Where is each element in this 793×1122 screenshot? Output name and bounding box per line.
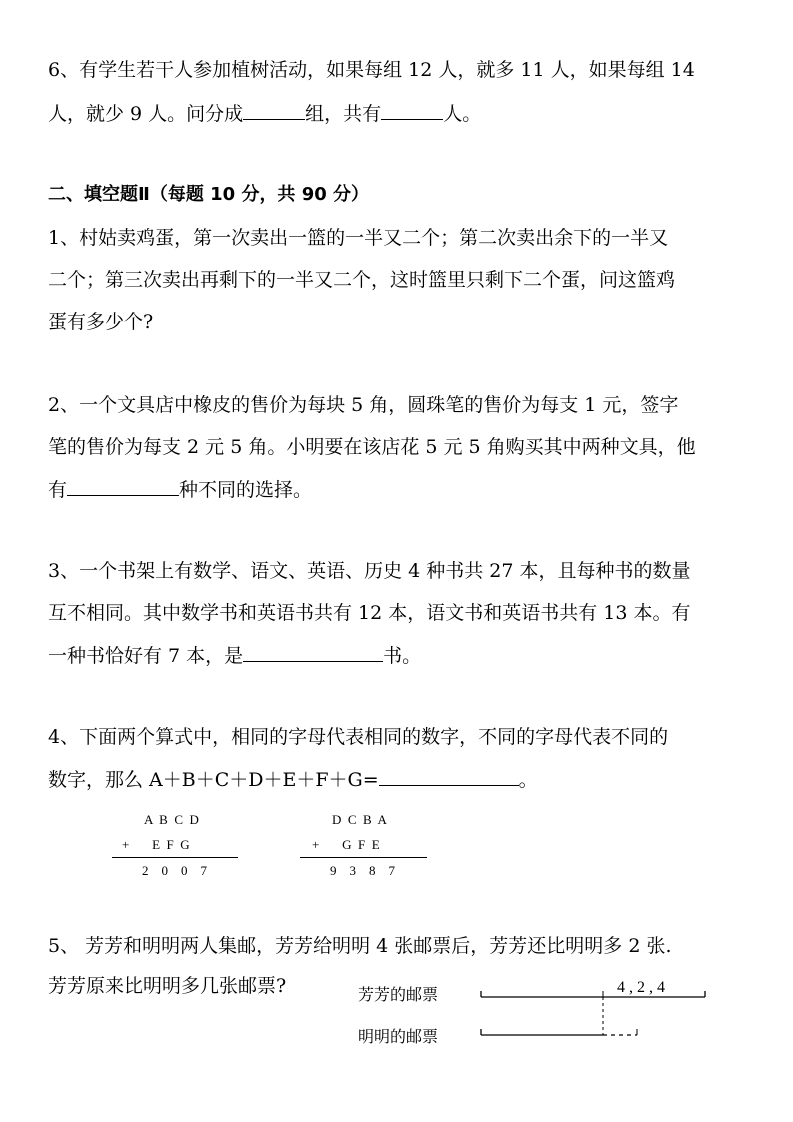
calc-addition-2: [300, 810, 430, 880]
q1-line2: 二个；第三次卖出再剩下的一半又二个，这时篮里只剩下二个蛋，问这篮鸡: [48, 269, 676, 291]
q6-blank-groups[interactable]: [243, 101, 305, 120]
q1-line1: 1、村姑卖鸡蛋，第一次卖出一篮的一半又二个；第二次卖出余下的一半又: [48, 227, 669, 249]
q6-text-c: 人。: [443, 103, 482, 125]
q2-line2: 笔的售价为每支 2 元 5 角。小明要在该店花 5 元 5 角购买其中两种文具，他: [48, 436, 696, 458]
q3-text-a: 一种书恰好有 7 本，是: [48, 645, 244, 667]
calc-addition-1: [112, 810, 242, 880]
calc1-sum-rule: [112, 857, 238, 858]
q6-line1: 6、有学生若干人参加植树活动，如果每组 12 人，就多 11 人，如果每组 14: [48, 59, 695, 81]
q3-line2: 互不相同。其中数学书和英语书共有 12 本，语文书和英语书共有 13 本。有: [48, 602, 691, 624]
q5-line2: 芳芳原来比明明多几张邮票?: [48, 975, 287, 997]
q3-line1: 3、一个书架上有数学、语文、英语、历史 4 种书共 27 本，且每种书的数量: [48, 560, 691, 582]
q2-text-a: 有: [48, 479, 68, 501]
q6-line2: [48, 101, 481, 126]
calc1-result-row: 2 0 0 7: [142, 863, 207, 878]
calc2-sum-rule: [300, 857, 427, 858]
q3-text-b: 书。: [383, 645, 422, 667]
q4-text-b: 。: [518, 769, 538, 791]
section-title: 二、填空题Ⅱ（每题 10 分，共 90 分）: [48, 184, 370, 205]
q6-text-a: 人，就少 9 人。问分成: [48, 103, 244, 125]
calc2-mid-row: + G F E: [312, 837, 380, 852]
calc2-top-row: D C B A: [332, 812, 387, 827]
q4-line2: [48, 767, 538, 792]
q5-line1: 5、 芳芳和明明两人集邮，芳芳给明明 4 张邮票后，芳芳还比明明多 2 张.: [48, 935, 672, 957]
calc2-result-row: 9 3 8 7: [330, 863, 395, 878]
q1-line3: 蛋有多少个?: [48, 311, 154, 333]
q2-text-b: 种不同的选择。: [179, 479, 313, 501]
label-mingming-stamps: 明明的邮票: [358, 1027, 439, 1046]
q6-text-b: 组，共有: [305, 103, 382, 125]
q2-blank-choices[interactable]: [67, 477, 179, 496]
calc1-top-row: A B C D: [144, 812, 199, 827]
q2-line3: [48, 477, 312, 502]
q4-text-a: 数字，那么 A＋B＋C＋D＋E＋F＋G=: [48, 769, 379, 791]
calc1-mid-row: + E F G: [122, 837, 190, 852]
q2-line1: 2、一个文具店中橡皮的售价为每块 5 角，圆珠笔的售价为每支 1 元，签字: [48, 394, 679, 416]
q3-blank-book[interactable]: [243, 643, 383, 662]
label-fangfang-stamps: 芳芳的邮票: [358, 985, 439, 1004]
segment-diagram: [475, 975, 715, 1050]
q4-line1: 4、下面两个算式中，相同的字母代表相同的数字，不同的字母代表不同的: [48, 726, 669, 748]
segment-values: 4 , 2 , 4: [617, 979, 665, 996]
q6-blank-people[interactable]: [381, 101, 443, 120]
q4-blank-sum[interactable]: [379, 767, 519, 786]
q3-line3: [48, 643, 421, 668]
